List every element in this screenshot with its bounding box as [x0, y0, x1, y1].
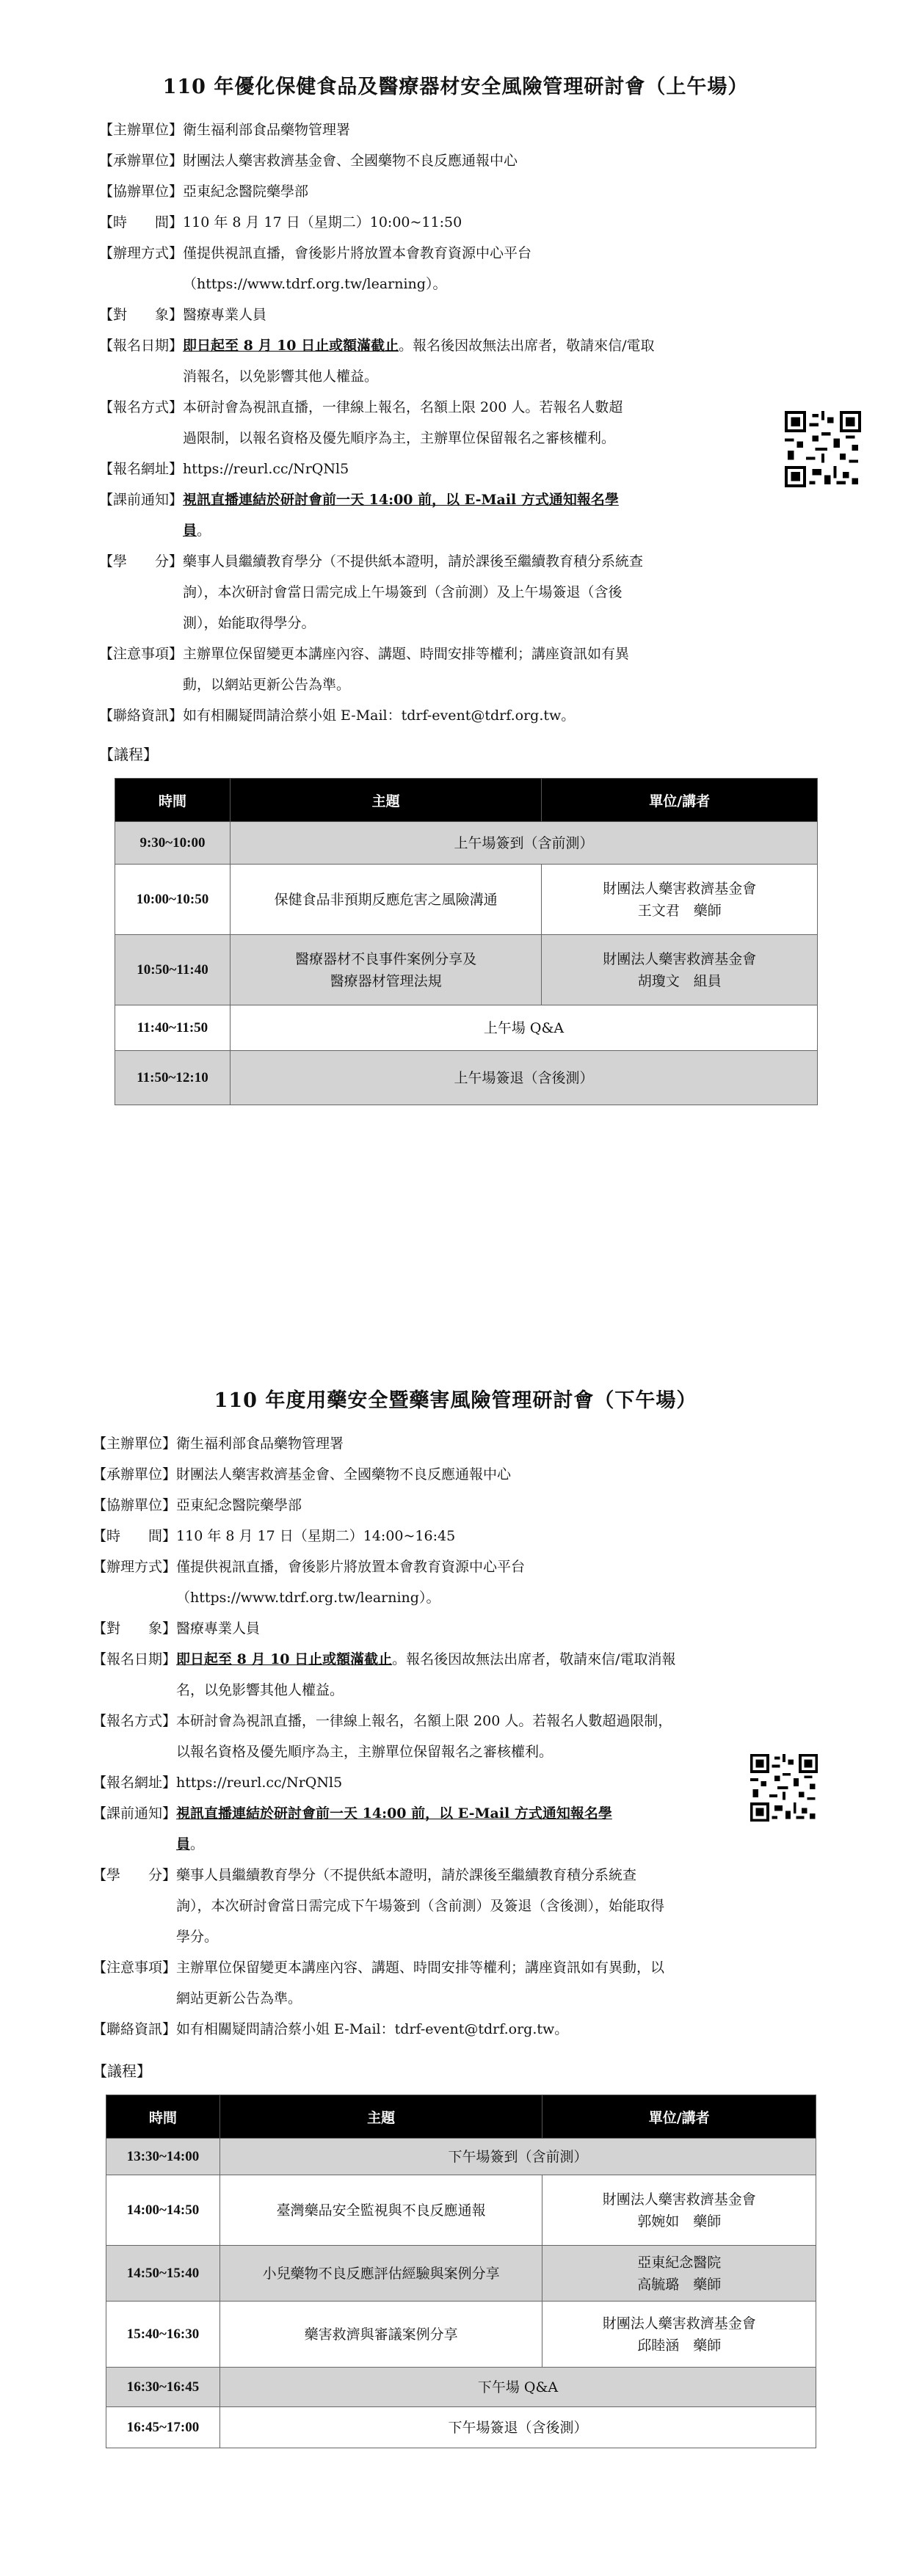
- speaker-org: 財團法人藥害救濟基金會: [603, 950, 757, 967]
- table-row: [106, 2175, 816, 2246]
- pm-regdate-2: 名，以免影響其他人權益。: [176, 1682, 344, 1698]
- pm-agenda-table: [106, 2095, 816, 2448]
- pm-notice-2: 員: [176, 1836, 191, 1852]
- pm-credits-3: 學分。: [176, 1929, 219, 1945]
- pm-note-1: 主辦單位保留變更本講座內容、講題、時間安排等權利；講座資訊如有異動，以: [176, 1960, 665, 1976]
- am-notice-2: 員: [183, 523, 197, 539]
- am-regdate-1: 。報名後因故無法出席者，敬請來信/電取: [399, 338, 655, 354]
- pm-regmethod-label: 【報名方式】: [92, 1713, 177, 1729]
- am-notice-label: 【課前通知】: [99, 492, 184, 508]
- am-notice-1: 視訊直播連結於研討會前一天 14:00 前，以 E-Mail 方式通知報名學: [183, 492, 619, 508]
- table-row: [115, 1005, 818, 1051]
- pm-contact-row: [92, 2014, 834, 2045]
- am-audience-label: 【對 象】: [99, 307, 184, 323]
- pm-regmethod-1: 本研討會為視訊直播，一律線上報名，名額上限 200 人。若報名人數超過限制，: [176, 1713, 672, 1729]
- am-time: 110 年 8 月 17 日（星期二）10:00~11:50: [183, 214, 462, 230]
- pm-credits-row: [92, 1860, 834, 1952]
- table-row: [106, 2368, 816, 2407]
- pm-method-2: （https://www.tdrf.org.tw/learning）。: [176, 1590, 440, 1606]
- row-time: 9:30~10:00: [115, 822, 231, 865]
- am-credits-2: 詢），本次研討會當日需完成上午場簽到（含前測）及上午場簽退（含後: [183, 584, 623, 600]
- pm-audience: 醫療專業人員: [176, 1620, 261, 1637]
- am-regdate-label: 【報名日期】: [99, 338, 184, 354]
- row-speaker: [542, 2246, 816, 2302]
- am-credits-3: 測），始能取得學分。: [183, 615, 316, 631]
- pm-audience-label: 【對 象】: [92, 1620, 177, 1637]
- pm-organizer-row: [92, 1428, 834, 1459]
- row-span: 下午場簽到（含前測）: [219, 2139, 816, 2175]
- row-speaker: [542, 2302, 816, 2368]
- table-header-row: [106, 2095, 816, 2139]
- col-speaker-header: 單位/講者: [542, 779, 818, 822]
- pm-time: 110 年 8 月 17 日（星期二）14:00~16:45: [176, 1528, 456, 1544]
- pm-credits-1: 藥事人員繼續教育學分（不提供紙本證明，請於課後至繼續教育積分系統查: [176, 1867, 637, 1883]
- am-regmethod-row: [99, 392, 789, 454]
- pm-regdate-label: 【報名日期】: [92, 1651, 177, 1667]
- pm-qr-code-icon: [750, 1754, 818, 1822]
- pm-regurl-link[interactable]: https://reurl.cc/NrQNl5: [176, 1775, 343, 1791]
- pm-method-label: 【辦理方式】: [92, 1559, 177, 1575]
- pm-contact-label: 【聯絡資訊】: [92, 2021, 177, 2037]
- am-time-row: [99, 207, 819, 238]
- table-row: [115, 935, 818, 1005]
- speaker-name: 高毓璐 藥師: [637, 2276, 722, 2293]
- am-contact-row: [99, 700, 819, 731]
- pm-coorg-label: 【協辦單位】: [92, 1497, 177, 1513]
- pm-notice-row: [92, 1798, 753, 1860]
- row-span: 下午場 Q&A: [219, 2368, 816, 2407]
- am-contractor-row: [99, 145, 819, 176]
- am-note-1: 主辦單位保留變更本講座內容、講題、時間安排等權利；講座資訊如有異: [183, 646, 630, 662]
- pm-time-label: 【時 間】: [92, 1528, 177, 1544]
- pm-contractor-row: [92, 1459, 834, 1490]
- am-contact: 如有相關疑問請洽蔡小姐 E-Mail：tdrf-event@tdrf.org.tw。: [183, 707, 576, 724]
- topic-line-1: 醫療器材不良事件案例分享及: [295, 950, 477, 967]
- row-time: 16:45~17:00: [106, 2407, 220, 2448]
- am-organizer: 衛生福利部食品藥物管理署: [183, 122, 351, 138]
- am-audience-row: [99, 299, 819, 330]
- row-time: 15:40~16:30: [106, 2302, 220, 2368]
- am-note-label: 【注意事項】: [99, 646, 184, 662]
- am-time-label: 【時 間】: [99, 214, 184, 230]
- pm-method-1: 僅提供視訊直播，會後影片將放置本會教育資源中心平台: [176, 1559, 526, 1575]
- row-span: 上午場簽退（含後測）: [230, 1051, 817, 1105]
- am-credits-1: 藥事人員繼續教育學分（不提供紙本證明，請於課後至繼續教育積分系統查: [183, 553, 644, 570]
- speaker-org: 亞東紀念醫院: [637, 2254, 722, 2271]
- pm-notice-end: 。: [190, 1836, 205, 1852]
- pm-notice-label: 【課前通知】: [92, 1805, 177, 1822]
- am-contractor: 財團法人藥害救濟基金會、全國藥物不良反應通報中心: [183, 153, 518, 169]
- table-row: [106, 2407, 816, 2448]
- pm-regdate-row: [92, 1644, 834, 1706]
- pm-organizer: 衛生福利部食品藥物管理署: [176, 1436, 344, 1452]
- table-row: [115, 865, 818, 935]
- speaker-org: 財團法人藥害救濟基金會: [602, 2191, 756, 2208]
- am-note-2: 動，以網站更新公告為準。: [183, 677, 351, 693]
- speaker-name: 郭婉如 藥師: [637, 2213, 722, 2230]
- am-regurl-label: 【報名網址】: [99, 461, 184, 477]
- pm-regmethod-2: 以報名資格及優先順序為主，主辦單位保留報名之審核權利。: [176, 1744, 554, 1760]
- speaker-name: 邱睦涵 藥師: [637, 2337, 722, 2354]
- row-topic: 藥害救濟與審議案例分享: [219, 2302, 542, 2368]
- pm-credits-label: 【學 分】: [92, 1867, 177, 1883]
- row-span: 上午場簽到（含前測）: [230, 822, 817, 865]
- row-time: 10:50~11:40: [115, 935, 231, 1005]
- am-organizer-label: 【主辦單位】: [99, 122, 184, 138]
- col-topic-header: 主題: [230, 779, 541, 822]
- col-time-header: 時間: [115, 779, 231, 822]
- row-span: 下午場簽退（含後測）: [219, 2407, 816, 2448]
- pm-title: 110 年度用藥安全暨藥害風險管理研討會（下午場）: [214, 1389, 697, 1412]
- pm-coorg-row: [92, 1490, 834, 1521]
- pm-note-label: 【注意事項】: [92, 1960, 177, 1976]
- pm-method-row: [92, 1551, 834, 1613]
- am-notice-end: 。: [197, 523, 211, 539]
- col-topic-header: 主題: [219, 2095, 542, 2139]
- row-time: 14:50~15:40: [106, 2246, 220, 2302]
- am-regmethod-2: 過限制，以報名資格及優先順序為主，主辦單位保留報名之審核權利。: [183, 430, 616, 446]
- pm-time-row: [92, 1521, 834, 1551]
- am-regmethod-label: 【報名方式】: [99, 399, 184, 415]
- row-time: 11:40~11:50: [115, 1005, 231, 1051]
- pm-contact: 如有相關疑問請洽蔡小姐 E-Mail：tdrf-event@tdrf.org.tw。: [176, 2021, 569, 2037]
- speaker-name: 胡瓊文 組員: [637, 972, 722, 989]
- am-regurl-link[interactable]: https://reurl.cc/NrQNl5: [183, 461, 349, 477]
- row-time: 14:00~14:50: [106, 2175, 220, 2246]
- speaker-name: 王文君 藥師: [637, 902, 722, 919]
- pm-contractor-label: 【承辦單位】: [92, 1466, 177, 1482]
- table-row: [115, 1051, 818, 1105]
- am-method-row: [99, 238, 819, 299]
- row-topic: 小兒藥物不良反應評估經驗與案例分享: [219, 2246, 542, 2302]
- row-topic: [230, 935, 541, 1005]
- pm-coorg: 亞東紀念醫院藥學部: [176, 1497, 302, 1513]
- table-row: [106, 2302, 816, 2368]
- pm-regurl-label: 【報名網址】: [92, 1775, 177, 1791]
- pm-regmethod-row: [92, 1706, 834, 1767]
- row-time: 13:30~14:00: [106, 2139, 220, 2175]
- am-method-1: 僅提供視訊直播，會後影片將放置本會教育資源中心平台: [183, 245, 532, 261]
- row-speaker: [542, 865, 818, 935]
- am-note-row: [99, 638, 819, 700]
- am-audience: 醫療專業人員: [183, 307, 267, 323]
- am-regurl-row: [99, 454, 789, 484]
- am-credits-row: [99, 546, 819, 638]
- row-time: 10:00~10:50: [115, 865, 231, 935]
- col-speaker-header: 單位/講者: [542, 2095, 816, 2139]
- speaker-org: 財團法人藥害救濟基金會: [602, 2315, 756, 2332]
- am-regdate-row: [99, 330, 819, 392]
- table-header-row: [115, 779, 818, 822]
- am-method-label: 【辦理方式】: [99, 245, 184, 261]
- am-method-2: （https://www.tdrf.org.tw/learning）。: [183, 276, 447, 292]
- pm-note-2: 網站更新公告為準。: [176, 1990, 302, 2006]
- speaker-org: 財團法人藥害救濟基金會: [603, 880, 757, 897]
- pm-regurl-row: [92, 1767, 738, 1798]
- row-speaker: [542, 935, 818, 1005]
- row-topic: 保健食品非預期反應危害之風險溝通: [230, 865, 541, 935]
- am-notice-row: [99, 484, 789, 546]
- am-coorg-row: [99, 176, 819, 207]
- pm-credits-2: 詢），本次研討會當日需完成下午場簽到（含前測）及簽退（含後測），始能取得: [176, 1898, 665, 1914]
- am-regdate-2: 消報名，以免影響其他人權益。: [183, 368, 379, 385]
- am-credits-label: 【學 分】: [99, 553, 184, 570]
- pm-organizer-label: 【主辦單位】: [92, 1436, 177, 1452]
- row-topic: 臺灣藥品安全監視與不良反應通報: [219, 2175, 542, 2246]
- am-organizer-row: [99, 114, 819, 145]
- am-qr-code-icon: [785, 411, 861, 487]
- am-agenda-label: 【議程】: [99, 746, 158, 763]
- table-row: [106, 2139, 816, 2175]
- row-time: 16:30~16:45: [106, 2368, 220, 2407]
- col-time-header: 時間: [106, 2095, 220, 2139]
- pm-audience-row: [92, 1613, 834, 1644]
- am-regmethod-1: 本研討會為視訊直播，一律線上報名，名額上限 200 人。若報名人數超: [183, 399, 623, 415]
- am-coorg-label: 【協辦單位】: [99, 183, 184, 200]
- pm-note-row: [92, 1952, 834, 2014]
- am-title: 110 年優化保健食品及醫療器材安全風險管理研討會（上午場）: [162, 76, 749, 98]
- row-time: 11:50~12:10: [115, 1051, 231, 1105]
- pm-agenda-label: 【議程】: [92, 2062, 151, 2080]
- topic-line-2: 醫療器材管理法規: [330, 972, 442, 989]
- pm-regdate-1: 。報名後因故無法出席者，敬請來信/電取消報: [392, 1651, 676, 1667]
- am-agenda-table: [115, 778, 818, 1105]
- am-regdate-bold: 即日起至 8 月 10 日止或額滿截止: [183, 338, 399, 354]
- am-coorg: 亞東紀念醫院藥學部: [183, 183, 309, 200]
- table-row: [106, 2246, 816, 2302]
- table-row: [115, 822, 818, 865]
- pm-regdate-bold: 即日起至 8 月 10 日止或額滿截止: [176, 1651, 393, 1667]
- am-contact-label: 【聯絡資訊】: [99, 707, 184, 724]
- pm-notice-1: 視訊直播連結於研討會前一天 14:00 前，以 E-Mail 方式通知報名學: [176, 1805, 612, 1822]
- row-span: 上午場 Q&A: [230, 1005, 817, 1051]
- am-contractor-label: 【承辦單位】: [99, 153, 184, 169]
- pm-contractor: 財團法人藥害救濟基金會、全國藥物不良反應通報中心: [176, 1466, 512, 1482]
- row-speaker: [542, 2175, 816, 2246]
